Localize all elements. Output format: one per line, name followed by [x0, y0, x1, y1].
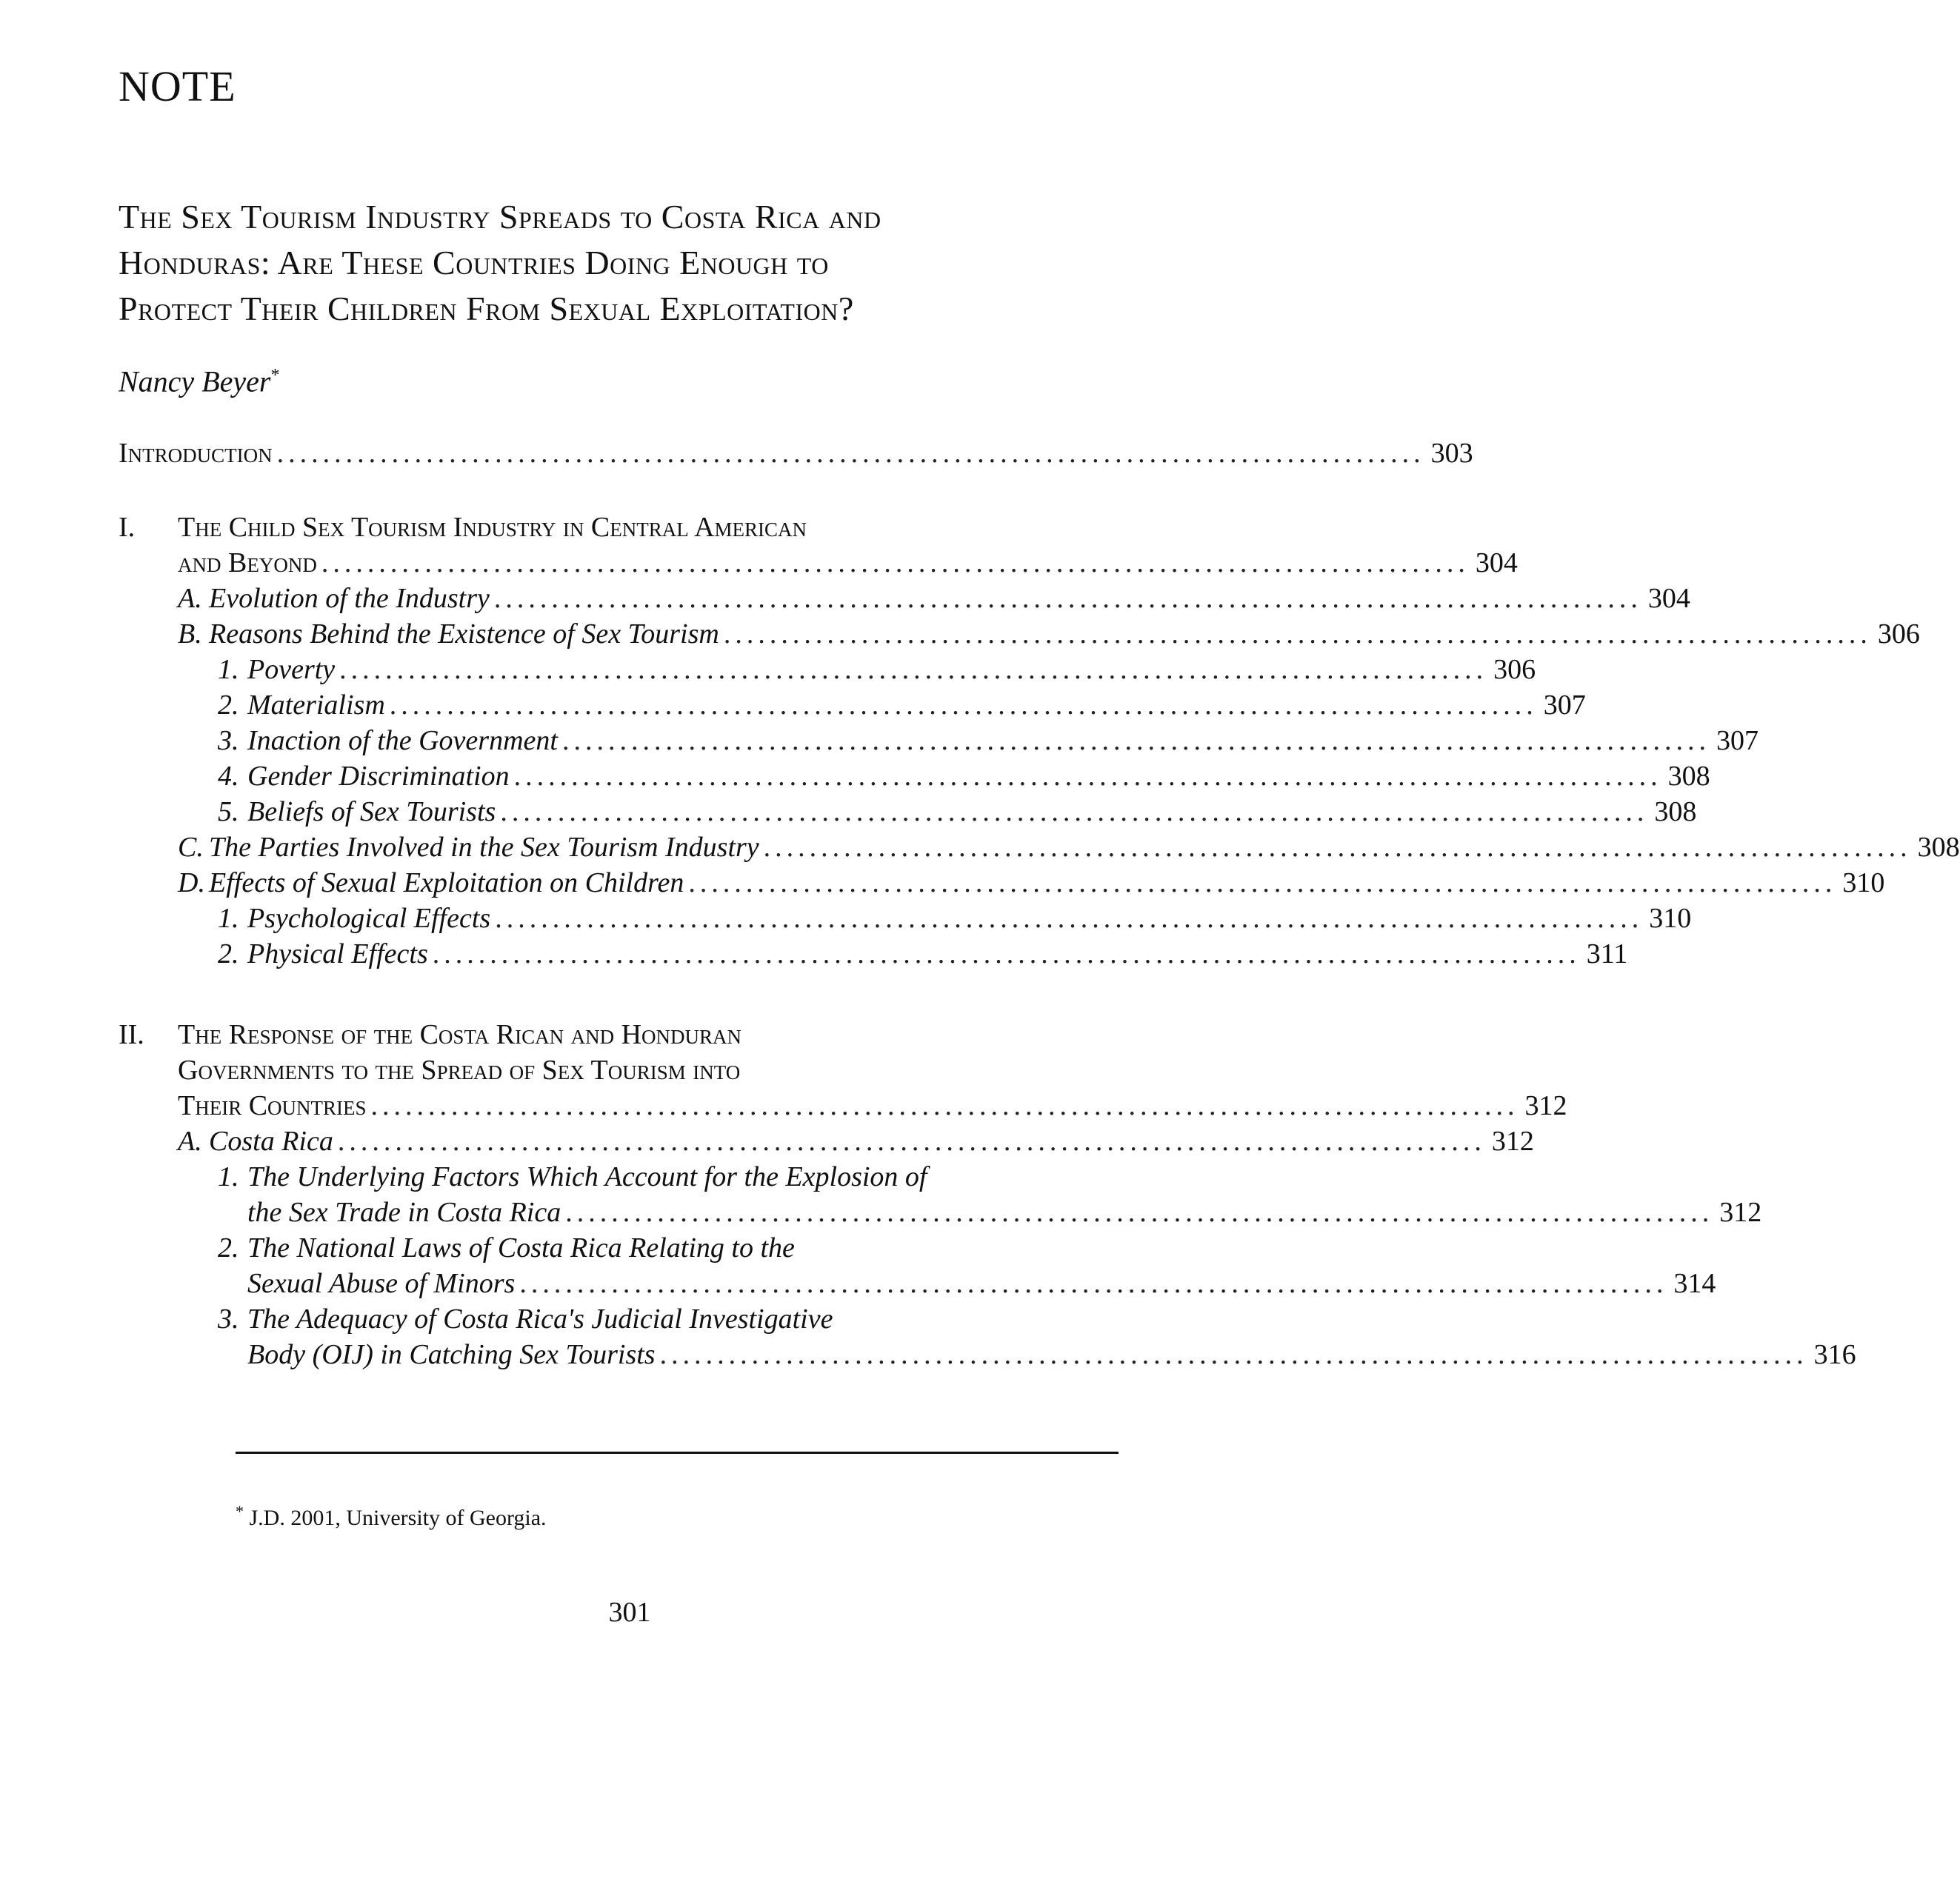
toc-page-number: 308	[1667, 761, 1710, 792]
toc-entry-label: Materialism	[247, 690, 385, 721]
toc-entry-label: Introduction	[119, 438, 273, 469]
toc-entry-number: 5.	[218, 796, 239, 827]
toc-entry	[218, 689, 1586, 721]
dot-leader: ....................................................................................................	[337, 1126, 1486, 1157]
dot-leader: ....................................................................................................	[495, 903, 1644, 934]
toc-entry-number: 2.	[218, 690, 239, 721]
dot-leader: ....................................................................................................	[513, 761, 1662, 792]
toc-entry-number: C.	[178, 832, 204, 863]
toc-entry	[218, 724, 1759, 757]
toc-entry-introduction	[119, 437, 1473, 470]
dot-leader: ....................................................................................................	[389, 690, 1538, 721]
toc-entry-label: Sexual Abuse of Minors	[247, 1268, 516, 1299]
footnote-divider	[236, 1452, 1119, 1454]
toc-entry-label: the Sex Trade in Costa Rica	[247, 1197, 561, 1228]
toc-entry	[247, 1338, 1856, 1371]
toc-entry-number: 4.	[218, 761, 239, 792]
toc-entry-number: 3.	[218, 1304, 239, 1335]
author-footnote-marker: *	[270, 366, 280, 385]
toc-part-number: I.	[119, 512, 136, 543]
footnote	[236, 1503, 547, 1529]
toc-entry-label: Costa Rica	[209, 1126, 333, 1157]
toc-page-number: 308	[1917, 832, 1960, 863]
toc-page-number: 314	[1673, 1268, 1716, 1299]
toc-entry-number: 2.	[218, 938, 239, 969]
dot-leader: ....................................................................................................	[763, 832, 1912, 863]
toc-page-number: 307	[1716, 725, 1759, 756]
footnote-marker: *	[236, 1502, 244, 1521]
toc-entry	[218, 938, 1628, 970]
toc-entry-label: The National Laws of Costa Rica Relating to the	[247, 1232, 795, 1264]
toc-page-number: 312	[1491, 1126, 1534, 1157]
toc-part-heading: Governments to the Spread of Sex Tourism into	[178, 1055, 741, 1086]
toc-entry	[218, 902, 1692, 935]
toc-entry-label: Reasons Behind the Existence of Sex Tourism	[209, 618, 719, 650]
toc-entry-number: A.	[178, 1126, 202, 1157]
toc-entry	[178, 582, 1690, 615]
toc-entry-number: 2.	[218, 1232, 239, 1264]
toc-entry-label: Gender Discrimination	[247, 761, 510, 792]
dot-leader: ....................................................................................................	[519, 1268, 1668, 1299]
title-line: Protect Their Children From Sexual Exploitation?	[119, 290, 854, 327]
dot-leader: ....................................................................................................	[432, 938, 1581, 969]
toc-entry-label: The Parties Involved in the Sex Tourism Industry	[209, 832, 759, 863]
dot-leader: ....................................................................................................	[688, 867, 1837, 898]
note-label: NOTE	[119, 62, 236, 110]
toc-entry	[218, 760, 1710, 792]
toc-entry	[247, 1267, 1716, 1300]
toc-page-number: 316	[1813, 1339, 1856, 1370]
toc-entry-label: Their Countries	[178, 1090, 367, 1121]
dot-leader: ....................................................................................................	[561, 725, 1710, 756]
toc-entry-label: Beliefs of Sex Tourists	[247, 796, 496, 827]
toc-page-number: 310	[1842, 867, 1885, 898]
dot-leader: ....................................................................................................	[493, 583, 1642, 614]
toc-page-number: 306	[1877, 618, 1920, 650]
toc-entry	[178, 618, 1920, 650]
toc-entry-label: The Adequacy of Costa Rica's Judicial Investigative	[247, 1304, 833, 1335]
toc-entry-number: B.	[178, 618, 202, 650]
toc-entry	[218, 795, 1697, 828]
toc-entry-label: Physical Effects	[247, 938, 428, 969]
toc-entry-part-1	[178, 547, 1518, 579]
toc-entry-label: Effects of Sexual Exploitation on Children	[209, 867, 684, 898]
footnote-text: J.D. 2001, University of Georgia.	[249, 1506, 547, 1530]
dot-leader: ....................................................................................................	[276, 438, 1425, 469]
toc-page-number: 312	[1719, 1197, 1762, 1228]
toc-entry-label: and Beyond	[178, 547, 317, 578]
toc-entry-label: Evolution of the Industry	[209, 583, 490, 614]
toc-entry-label: Poverty	[247, 654, 336, 685]
dot-leader: ....................................................................................................	[659, 1339, 1808, 1370]
toc-page-number: 304	[1475, 547, 1518, 578]
toc-entry-number: 1.	[218, 1161, 239, 1192]
toc-part-number: II.	[119, 1019, 144, 1050]
toc-entry-label: Body (OIJ) in Catching Sex Tourists	[247, 1339, 656, 1370]
author-name: Nancy Beyer	[119, 364, 271, 398]
toc-entry	[247, 1196, 1762, 1229]
toc-entry-number: D.	[178, 867, 205, 898]
toc-entry-part-2	[178, 1089, 1567, 1122]
title-line: Honduras: Are These Countries Doing Enough to	[119, 244, 829, 281]
toc-page-number: 310	[1649, 903, 1692, 934]
dot-leader: ....................................................................................................	[565, 1197, 1714, 1228]
toc-page-number: 306	[1493, 654, 1536, 685]
toc-page-number: 311	[1586, 938, 1628, 969]
toc-entry	[178, 1125, 1534, 1158]
toc-entry-label: The Underlying Factors Which Account for the Explosion of	[247, 1161, 927, 1192]
toc-page-number: 308	[1654, 796, 1697, 827]
toc-entry-number: 3.	[218, 725, 239, 756]
dot-leader: ....................................................................................................	[321, 547, 1470, 578]
toc-entry	[178, 867, 1885, 899]
toc-page-number: 303	[1430, 438, 1473, 469]
toc-page-number: 304	[1647, 583, 1690, 614]
toc-part-heading: The Child Sex Tourism Industry in Central American	[178, 512, 807, 543]
dot-leader: ....................................................................................................	[723, 618, 1872, 650]
toc-entry	[218, 653, 1536, 686]
dot-leader: ....................................................................................................	[339, 654, 1488, 685]
toc-entry-label: Inaction of the Government	[247, 725, 558, 756]
toc-part-heading: The Response of the Costa Rican and Honduran	[178, 1019, 742, 1050]
toc-entry-number: 1.	[218, 654, 239, 685]
toc-entry-label: Psychological Effects	[247, 903, 491, 934]
dot-leader: ....................................................................................................	[500, 796, 1649, 827]
toc-entry	[178, 831, 1960, 864]
toc-page-number: 312	[1524, 1090, 1567, 1121]
page-number: 301	[608, 1597, 651, 1628]
toc-page-number: 307	[1543, 690, 1586, 721]
dot-leader: ....................................................................................................	[370, 1090, 1519, 1121]
toc-entry-number: A.	[178, 583, 202, 614]
toc-entry-number: 1.	[218, 903, 239, 934]
title-line: The Sex Tourism Industry Spreads to Costa Rica and	[119, 198, 881, 236]
